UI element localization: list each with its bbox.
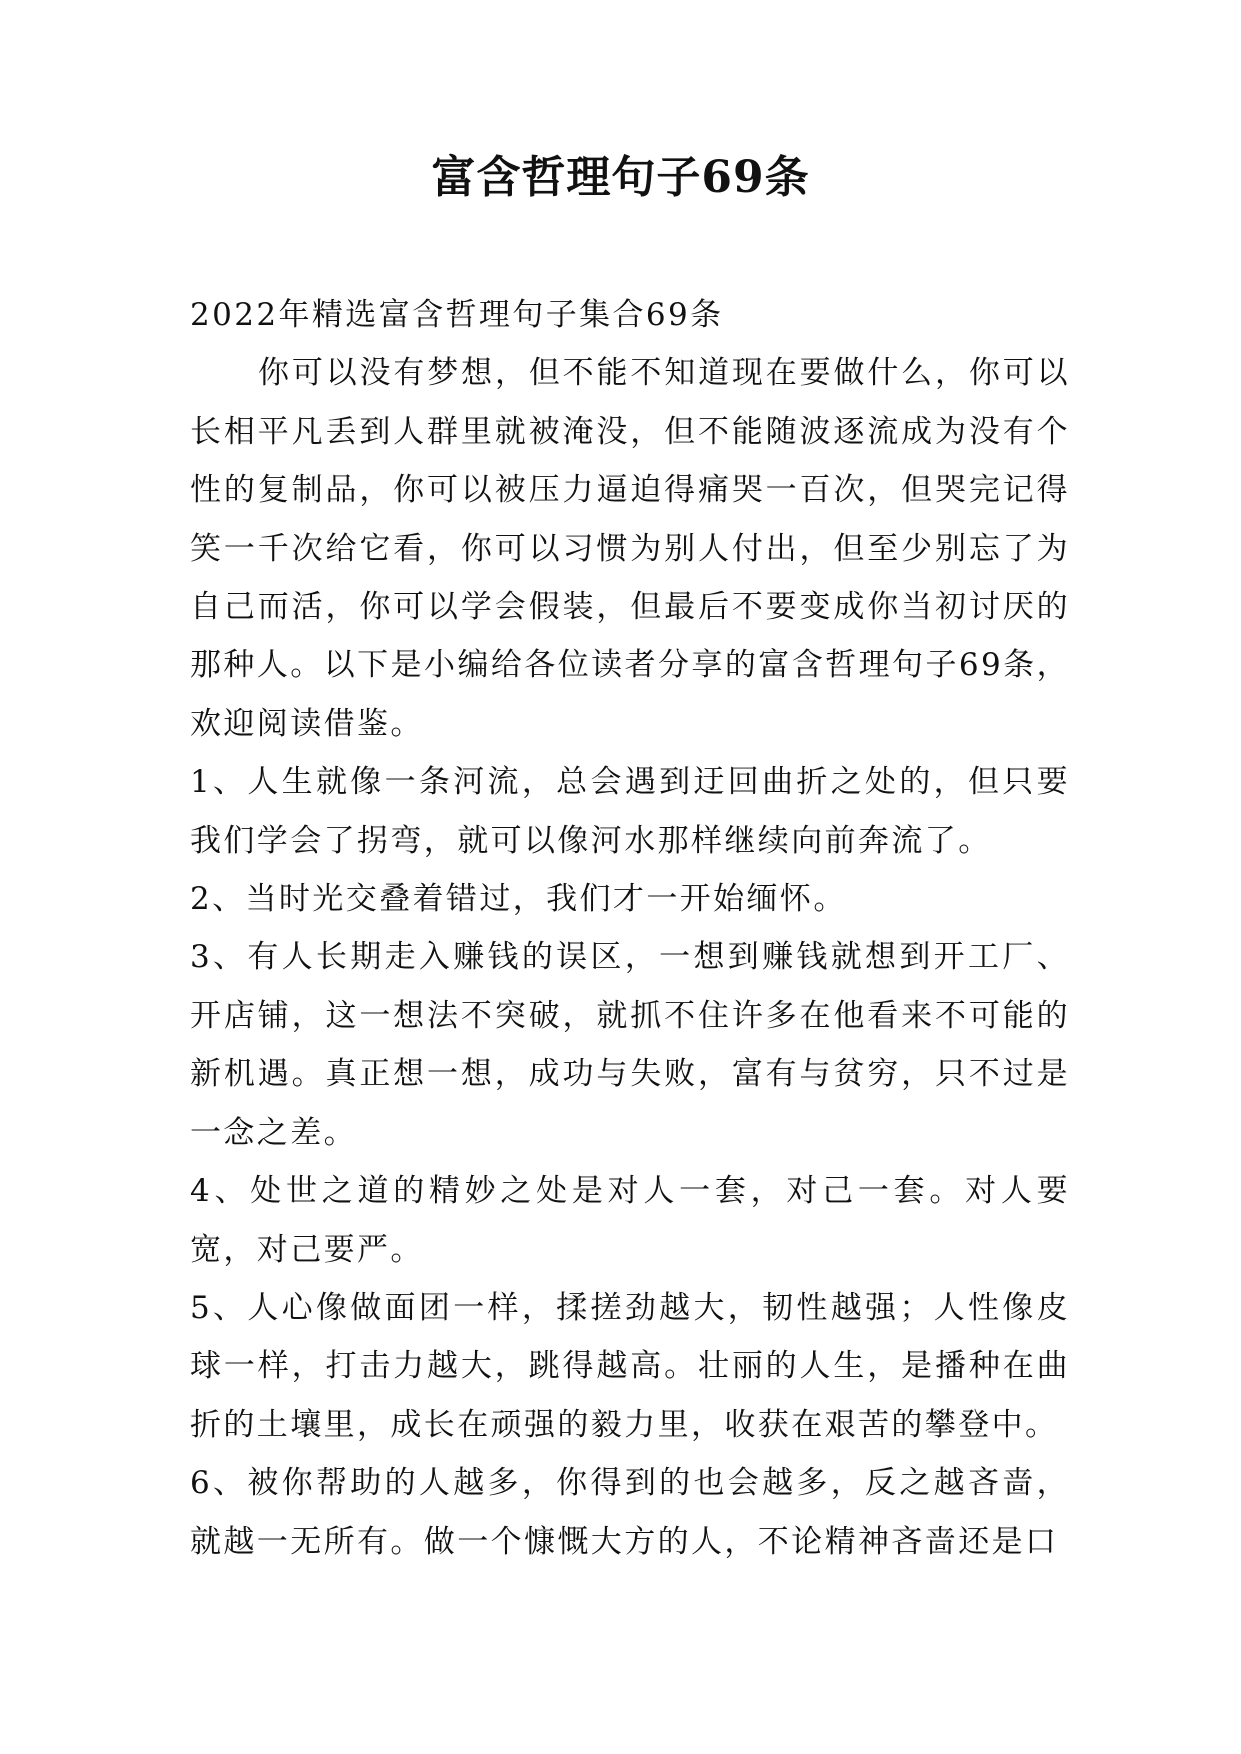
document-body bbox=[190, 286, 1070, 1571]
list-item: 4、处世之道的精妙之处是对人一套，对己一套。对人要宽，对己要严。 bbox=[190, 1173, 1070, 1268]
document-title: 富含哲理句子69条 bbox=[431, 152, 810, 203]
list-item: 1、人生就像一条河流，总会遇到迂回曲折之处的，但只要我们学会了拐弯，就可以像河水那样继续向前奔流了。 bbox=[190, 764, 1070, 859]
list-item: 5、人心像做面团一样，揉搓劲越大，韧性越强；人性像皮球一样，打击力越大，跳得越高。壮丽的人生，是播种在曲折的土壤里，成长在顽强的毅力里，收获在艰苦的攀登中。 bbox=[190, 1289, 1070, 1443]
list-item: 6、被你帮助的人越多，你得到的也会越多，反之越吝啬，就越一无所有。做一个慷慨大方的人，不论精神吝啬还是口 bbox=[190, 1465, 1070, 1560]
list-item: 2、当时光交叠着错过，我们才一开始缅怀。 bbox=[190, 881, 847, 918]
intro-paragraph: 你可以没有梦想，但不能不知道现在要做什么，你可以长相平凡丢到人群里就被淹没，但不能随波逐流成为没有个性的复制品，你可以被压力逼迫得痛哭一百次，但哭完记得笑一千次给它看，你可以习惯为别人付出，但至少别忘了为自己而活，你可以学会假装，但最后不要变成你当初讨厌的那种人。以下是小编给各位读者分享的富含哲理句子69条，欢迎阅读借鉴。 bbox=[190, 355, 1070, 742]
list-item: 3、有人长期走入赚钱的误区，一想到赚钱就想到开工厂、开店铺，这一想法不突破，就抓不住许多在他看来不可能的新机遇。真正想一想，成功与失败，富有与贫穷，只不过是一念之差。 bbox=[190, 939, 1070, 1151]
document-subtitle: 2022年精选富含哲理句子集合69条 bbox=[190, 297, 724, 333]
